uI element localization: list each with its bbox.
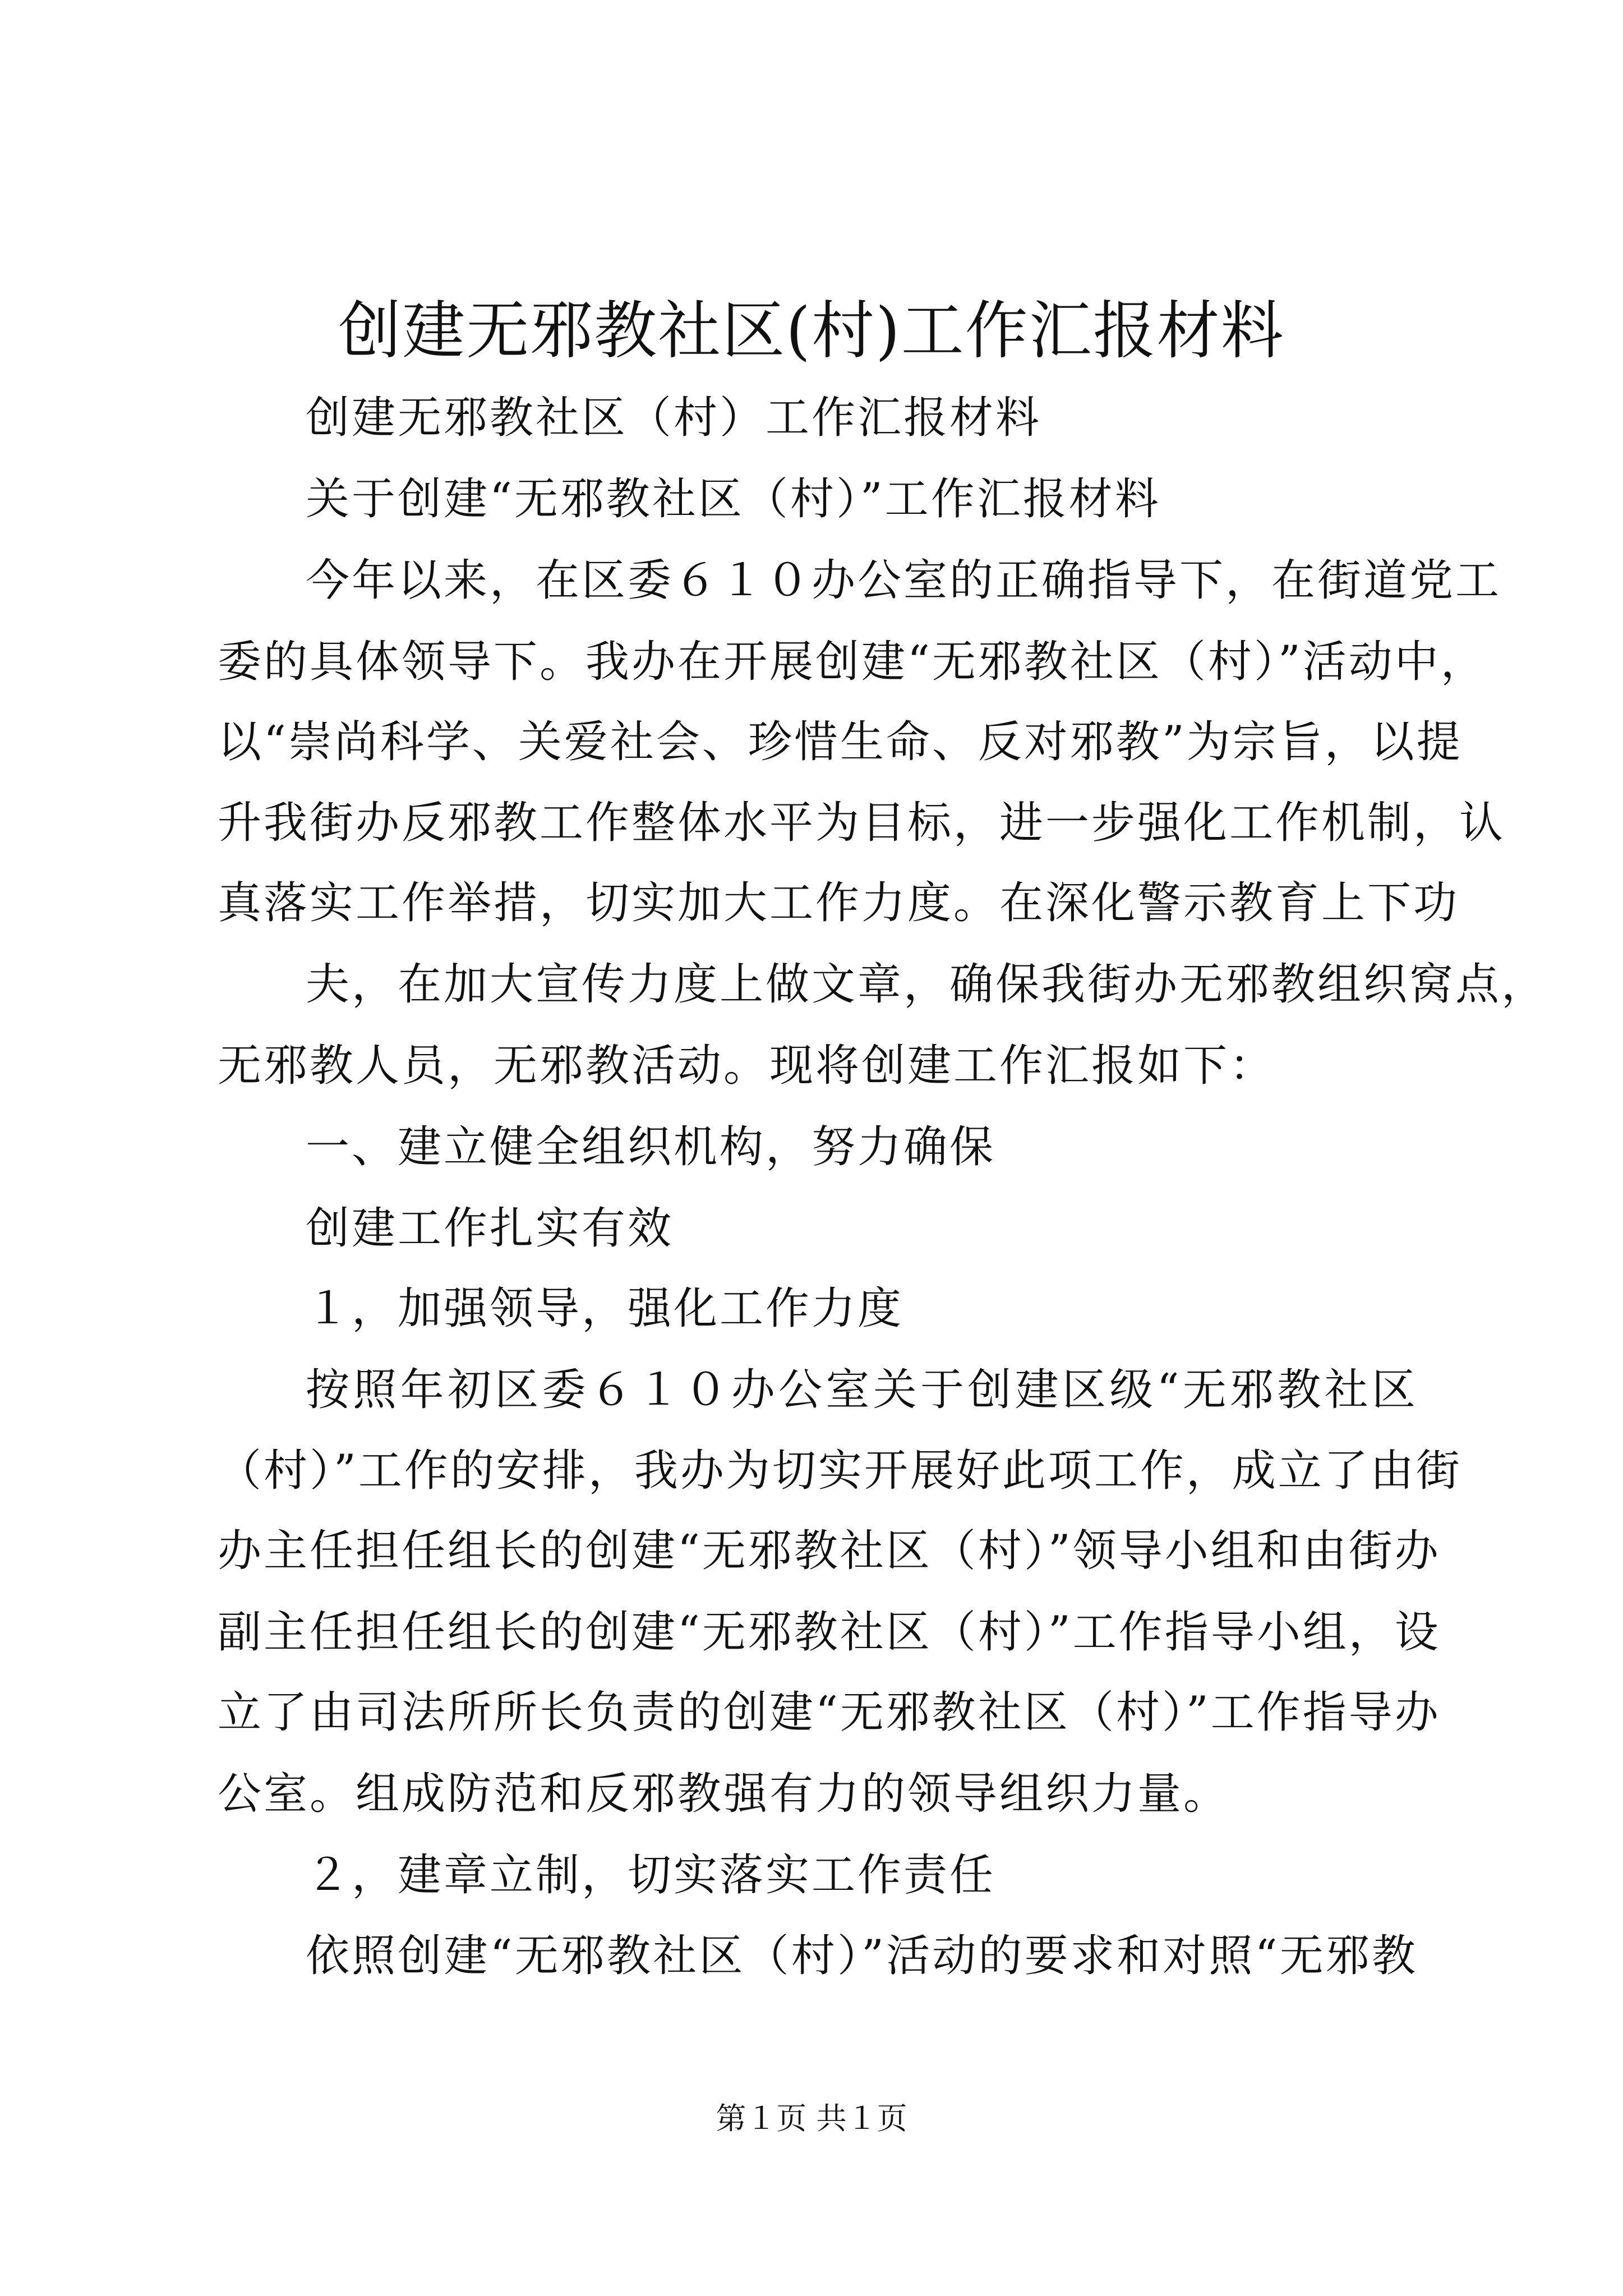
- page-footer: 第１页 共１页: [716, 2101, 907, 2136]
- paragraph-line: 夫，在加大宣传力度上做文章，确保我街办无邪教组织窝点，: [306, 959, 1548, 1010]
- paragraph-line: （村）”工作的安排，我办为切实开展好此项工作，成立了由街: [218, 1446, 1462, 1496]
- section-heading: 一、建立健全组织机构，努力确保: [306, 1122, 996, 1172]
- paragraph-line: 公室。组成防范和反邪教强有力的领导组织力量。: [218, 1769, 1230, 1819]
- paragraph-line: 办主任担任组长的创建“无邪教社区（村）”领导小组和由街办: [218, 1526, 1441, 1576]
- paragraph-line: 无邪教人员，无邪教活动。现将创建工作汇报如下：: [218, 1041, 1276, 1091]
- paragraph-line: 委的具体领导下。我办在开展创建“无邪教社区（村）”活动中，: [218, 637, 1487, 687]
- paragraph-line: 创建无邪教社区（村）工作汇报材料: [306, 393, 1042, 443]
- paragraph-line: 以“崇尚科学、关爱社会、珍惜生命、反对邪教”为宗旨，以提: [218, 717, 1463, 767]
- paragraph-line: 按照年初区委６１０办公室关于创建区级“无邪教社区: [306, 1365, 1418, 1415]
- section-heading: 创建工作扎实有效: [306, 1203, 674, 1254]
- paragraph-line: 依照创建“无邪教社区（村）”活动的要求和对照“无邪教: [306, 1931, 1418, 1981]
- document-title: 创建无邪教社区(村)工作汇报材料: [338, 295, 1285, 367]
- paragraph-line: 今年以来，在区委６１０办公室的正确指导下，在街道党工: [306, 555, 1502, 606]
- subsection-heading: ２，建章立制，切实落实工作责任: [306, 1850, 996, 1901]
- paragraph-line: 升我街办反邪教工作整体水平为目标，进一步强化工作机制，认: [218, 798, 1506, 848]
- paragraph-line: 真落实工作举措，切实加大工作力度。在深化警示教育上下功: [218, 878, 1460, 928]
- paragraph-line: 副主任担任组长的创建“无邪教社区（村）”工作指导小组，设: [218, 1607, 1441, 1658]
- paragraph-line: 立了由司法所所长负责的创建“无邪教社区（村）”工作指导办: [218, 1687, 1441, 1738]
- paragraph-line: 关于创建“无邪教社区（村）”工作汇报材料: [306, 474, 1161, 524]
- subsection-heading: １，加强领导，强化工作力度: [306, 1283, 904, 1334]
